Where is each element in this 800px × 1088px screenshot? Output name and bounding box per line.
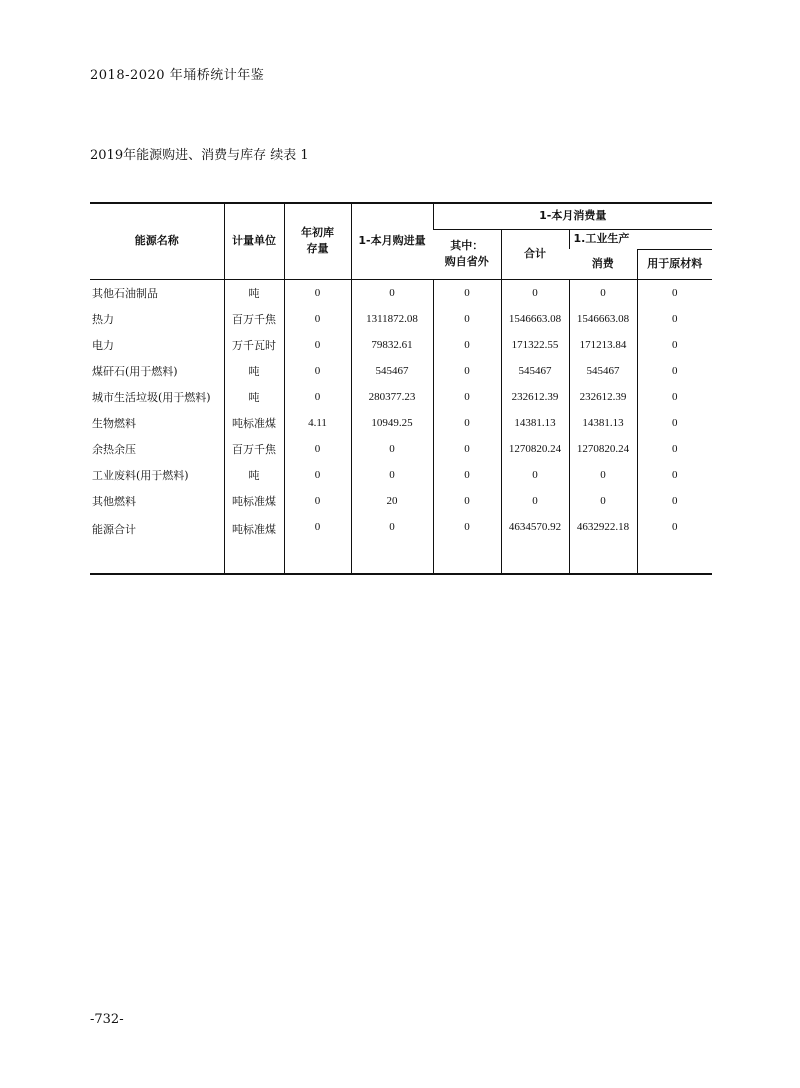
- cell-unit: 吨: [224, 384, 284, 410]
- header-name: 能源名称: [90, 203, 224, 279]
- cell-industrial-consumption: 1546663.08: [569, 306, 637, 332]
- cell-unit: 吨: [224, 358, 284, 384]
- cell-energy-name: 电力: [92, 338, 114, 352]
- cell-raw-material: 0: [637, 462, 712, 488]
- cell-unit: 吨: [224, 279, 284, 306]
- cell-unit: 百万千焦: [224, 436, 284, 462]
- cell-total: 1546663.08: [501, 306, 569, 332]
- cell-industrial-consumption: 14381.13: [569, 410, 637, 436]
- cell-opening-stock: 0: [284, 358, 351, 384]
- header-raw-material: 用于原材料: [637, 249, 712, 279]
- table-row: [90, 384, 712, 410]
- table-row: [90, 358, 712, 384]
- cell-industrial-consumption: 1270820.24: [569, 436, 637, 462]
- cell-energy-name: 工业废料(用于燃料): [92, 468, 189, 482]
- table-row: [90, 514, 712, 574]
- cell-opening-stock: 0: [284, 279, 351, 306]
- cell-purchases: 0: [351, 436, 433, 462]
- energy-table: [90, 202, 712, 575]
- cell-raw-material: 0: [637, 488, 712, 514]
- table-row: [90, 306, 712, 332]
- table-row: [90, 488, 712, 514]
- cell-purchases: 79832.61: [351, 332, 433, 358]
- cell-raw-material: 0: [637, 384, 712, 410]
- table-row: [90, 332, 712, 358]
- cell-industrial-consumption: 0: [569, 462, 637, 488]
- table-row: [90, 279, 712, 306]
- cell-unit: 万千瓦时: [224, 332, 284, 358]
- cell-energy-name: 能源合计: [90, 514, 224, 574]
- cell-total: 171322.55: [501, 332, 569, 358]
- header-opening-stock: [284, 203, 351, 279]
- cell-total: 1270820.24: [501, 436, 569, 462]
- cell-purchases: 0: [351, 462, 433, 488]
- cell-total: 0: [501, 462, 569, 488]
- cell-opening-stock: 0: [284, 332, 351, 358]
- cell-industrial-consumption: 4632922.18: [569, 514, 637, 574]
- cell-raw-material: 0: [637, 410, 712, 436]
- header-from-outside-line2: 购自省外: [444, 255, 489, 268]
- cell-raw-material: 0: [637, 514, 712, 574]
- cell-energy-name: 生物燃料: [92, 416, 136, 430]
- cell-opening-stock: 0: [284, 462, 351, 488]
- cell-raw-material: 0: [637, 358, 712, 384]
- cell-opening-stock: 0: [284, 306, 351, 332]
- cell-from-outside: 0: [433, 488, 501, 514]
- cell-purchases: 280377.23: [351, 384, 433, 410]
- cell-industrial-consumption: 0: [569, 279, 637, 306]
- cell-from-outside: 0: [433, 462, 501, 488]
- cell-raw-material: 0: [637, 332, 712, 358]
- cell-energy-name: 城市生活垃圾(用于燃料): [92, 390, 211, 404]
- header-industrial: 1.工业生产: [569, 229, 712, 249]
- cell-purchases: 20: [351, 488, 433, 514]
- cell-purchases: 10949.25: [351, 410, 433, 436]
- cell-unit: 吨标准煤: [224, 488, 284, 514]
- header-opening-stock-line1: 年初库: [301, 226, 334, 240]
- cell-energy-name: 其他燃料: [92, 494, 136, 508]
- cell-energy-name: 余热余压: [92, 442, 136, 456]
- cell-from-outside: 0: [433, 436, 501, 462]
- cell-unit: 百万千焦: [224, 306, 284, 332]
- cell-opening-stock: 0: [284, 514, 351, 574]
- cell-total: 0: [501, 488, 569, 514]
- cell-opening-stock: 4.11: [284, 410, 351, 436]
- cell-total: 232612.39: [501, 384, 569, 410]
- cell-from-outside: 0: [433, 358, 501, 384]
- cell-from-outside: 0: [433, 306, 501, 332]
- cell-industrial-consumption: 232612.39: [569, 384, 637, 410]
- header-from-outside-line1: 其中：: [450, 239, 484, 252]
- table-row: [90, 436, 712, 462]
- cell-opening-stock: 0: [284, 436, 351, 462]
- header-consumption-group: 1-本月消费量: [433, 203, 712, 229]
- cell-from-outside: 0: [433, 279, 501, 306]
- cell-opening-stock: 0: [284, 384, 351, 410]
- cell-purchases: 0: [351, 279, 433, 306]
- cell-unit: 吨标准煤: [224, 410, 284, 436]
- cell-opening-stock: 0: [284, 488, 351, 514]
- cell-total: 14381.13: [501, 410, 569, 436]
- header-unit: 计量单位: [224, 203, 284, 279]
- cell-energy-name: 煤矸石(用于燃料): [92, 364, 178, 378]
- cell-from-outside: 0: [433, 384, 501, 410]
- table-row: [90, 410, 712, 436]
- cell-raw-material: 0: [637, 279, 712, 306]
- running-header: 2018-2020 年埇桥统计年鉴: [90, 68, 265, 83]
- cell-from-outside: 0: [433, 410, 501, 436]
- cell-total: 545467: [501, 358, 569, 384]
- cell-raw-material: 0: [637, 306, 712, 332]
- cell-energy-name: 热力: [92, 312, 114, 326]
- table-header: [90, 203, 712, 279]
- cell-energy-name: 其他石油制品: [92, 286, 158, 300]
- page-number: -732-: [90, 1012, 124, 1027]
- cell-from-outside: 0: [433, 332, 501, 358]
- table-title: 2019年能源购进、消费与库存 续表 1: [90, 148, 309, 163]
- header-total: 合计: [501, 229, 569, 279]
- cell-purchases: 0: [351, 514, 433, 574]
- header-opening-stock-line2: 存量: [306, 242, 329, 256]
- cell-industrial-consumption: 0: [569, 488, 637, 514]
- cell-purchases: 545467: [351, 358, 433, 384]
- header-industrial-consumption: 消费: [569, 249, 637, 279]
- cell-industrial-consumption: 545467: [569, 358, 637, 384]
- cell-from-outside: 0: [433, 514, 501, 574]
- table-row: [90, 462, 712, 488]
- cell-total: 0: [501, 279, 569, 306]
- cell-unit: 吨标准煤: [224, 514, 284, 574]
- header-purchases: 1-本月购进量: [351, 203, 433, 279]
- cell-industrial-consumption: 171213.84: [569, 332, 637, 358]
- table-body: [90, 279, 712, 574]
- cell-purchases: 1311872.08: [351, 306, 433, 332]
- cell-unit: 吨: [224, 462, 284, 488]
- cell-total: 4634570.92: [501, 514, 569, 574]
- cell-raw-material: 0: [637, 436, 712, 462]
- header-from-outside: [433, 229, 501, 279]
